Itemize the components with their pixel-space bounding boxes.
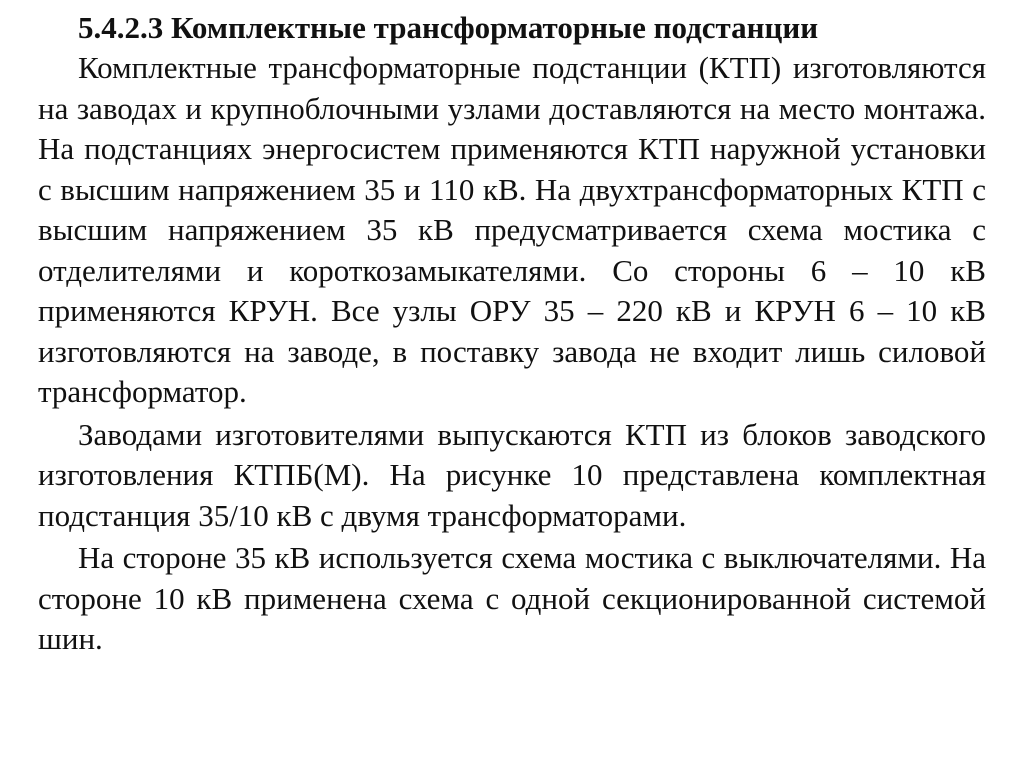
section-heading: 5.4.2.3 Комплектные трансформаторные подстанции — [78, 10, 819, 45]
paragraph-ktp-description: Комплектные трансформаторные подстанции (КТП) изготовляются на заводах и крупноблочными узлами доставляются на место монтажа. На подстанциях энергосистем применяются КТП наружной установки с высшим напряжением 35 и 110 кВ. На двухтрансформаторных КТП с высшим напряжением 35 кВ предусматривается схема мостика с отделителями и короткозамыкателями. Со стороны 6 – 10 кВ применяются КРУН. Все узлы ОРУ 35 – 220 кВ и КРУН 6 – 10 кВ изготовляются на заводе, в поставку завода не входит лишь силовой трансформатор. — [38, 50, 986, 409]
paragraph-schemes: На стороне 35 кВ используется схема мостика с выключателями. На стороне 10 кВ применена схема с одной секционированной системой шин. — [38, 540, 986, 656]
document-page — [38, 8, 986, 660]
paragraph-manufacturers: Заводами изготовителями выпускаются КТП из блоков заводского изготовления КТПБ(М). На рисунке 10 представлена комплектная подстанция 35/10 кВ с двумя трансформаторами. — [38, 416, 986, 533]
